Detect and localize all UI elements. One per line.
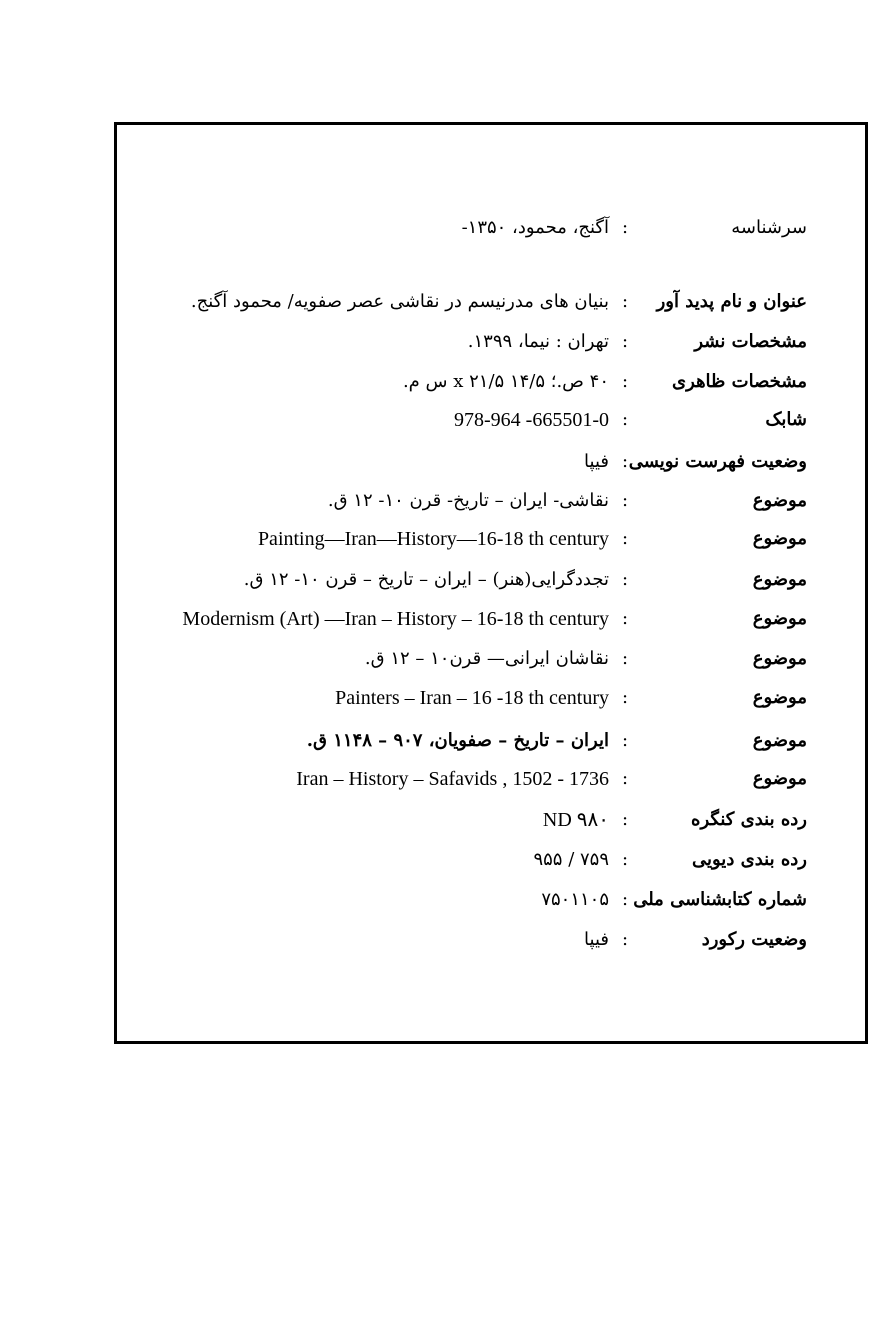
record-row [0, 843, 887, 877]
record-row [0, 642, 887, 676]
field-value: فیپا [584, 451, 609, 472]
field-label: وضعیت رکورد [701, 929, 807, 950]
field-value: ۷۵۰۱۱۰۵ [541, 889, 609, 910]
field-label: موضوع [752, 569, 807, 590]
field-separator: : [621, 849, 629, 870]
field-label: موضوع [752, 648, 807, 669]
field-label: شابک [765, 409, 807, 430]
field-separator: : [621, 490, 629, 511]
field-label: موضوع [752, 608, 807, 629]
field-label: وضعیت فهرست نویسی [628, 451, 807, 472]
field-label: موضوع [752, 528, 807, 549]
field-label: موضوع [752, 687, 807, 708]
field-separator: : [621, 291, 629, 312]
field-label: عنوان و نام پدید آور [656, 291, 807, 312]
field-separator: : [621, 371, 629, 392]
field-value: ۷۵۹ / ۹۵۵ [533, 849, 609, 870]
field-value: ND ۹۸۰ [542, 809, 609, 831]
field-separator: : [621, 809, 629, 830]
field-separator: : [621, 451, 629, 472]
field-value: نقاشی- ایران – تاریخ- قرن ۱۰- ۱۲ ق. [327, 490, 609, 511]
record-row [0, 403, 887, 437]
record-row [0, 803, 887, 837]
field-label: موضوع [752, 490, 807, 511]
field-value: ۴۰ ص.؛ ۱۴/۵ x ۲۱/۵ س م. [402, 371, 609, 392]
field-value: نقاشان ایرانی— قرن۱۰ – ۱۲ ق. [364, 648, 609, 669]
field-label: شماره کتابشناسی ملی [633, 889, 807, 910]
field-value: Modernism (Art) —Iran – History – 16-18 th century [182, 608, 609, 630]
field-separator: : [621, 409, 629, 430]
field-value: ایران – تاریخ – صفویان، ۹۰۷ – ۱۱۴۸ ق. [306, 730, 609, 751]
field-separator: : [621, 608, 629, 629]
record-row [0, 445, 887, 479]
field-label: موضوع [752, 768, 807, 789]
field-separator: : [621, 889, 629, 910]
record-row [0, 365, 887, 399]
record-row [0, 762, 887, 796]
field-separator: : [621, 687, 629, 708]
record-row [0, 285, 887, 319]
record-row [0, 923, 887, 957]
record-row [0, 602, 887, 636]
field-label: رده بندی کنگره [691, 809, 807, 830]
record-row [0, 211, 887, 245]
field-separator: : [621, 730, 629, 751]
field-label: موضوع [752, 730, 807, 751]
record-row [0, 484, 887, 518]
field-value: فیپا [584, 929, 609, 950]
field-value: تجددگرایی(هنر) – ایران – تاریخ – قرن ۱۰- ۱۲ ق. [243, 569, 609, 590]
field-separator: : [621, 331, 629, 352]
field-label: مشخصات نشر [694, 331, 807, 352]
record-row [0, 325, 887, 359]
field-value: تهران : نیما، ۱۳۹۹. [467, 331, 609, 352]
record-row [0, 681, 887, 715]
field-separator: : [621, 217, 629, 238]
record-row [0, 883, 887, 917]
field-separator: : [621, 528, 629, 549]
record-row [0, 724, 887, 758]
record-row [0, 563, 887, 597]
field-label: مشخصات ظاهری [672, 371, 807, 392]
field-value: بنیان های مدرنیسم در نقاشی عصر صفویه/ محمود آگنج. [190, 291, 609, 312]
field-value: Painting—Iran—History—16-18 th century [257, 528, 609, 550]
field-value: Painters – Iran – 16 -18 th century [335, 687, 609, 709]
field-separator: : [621, 768, 629, 789]
field-separator: : [621, 929, 629, 950]
record-row [0, 522, 887, 556]
field-separator: : [621, 648, 629, 669]
field-label: سرشناسه [731, 217, 807, 238]
field-value: 978-964 -665501-0 [454, 409, 609, 431]
field-value: آگنج، محمود، ۱۳۵۰- [461, 217, 609, 238]
field-value: Iran – History – Safavids , 1502 - 1736 [296, 768, 609, 790]
field-separator: : [621, 569, 629, 590]
field-label: رده بندی دیویی [692, 849, 807, 870]
